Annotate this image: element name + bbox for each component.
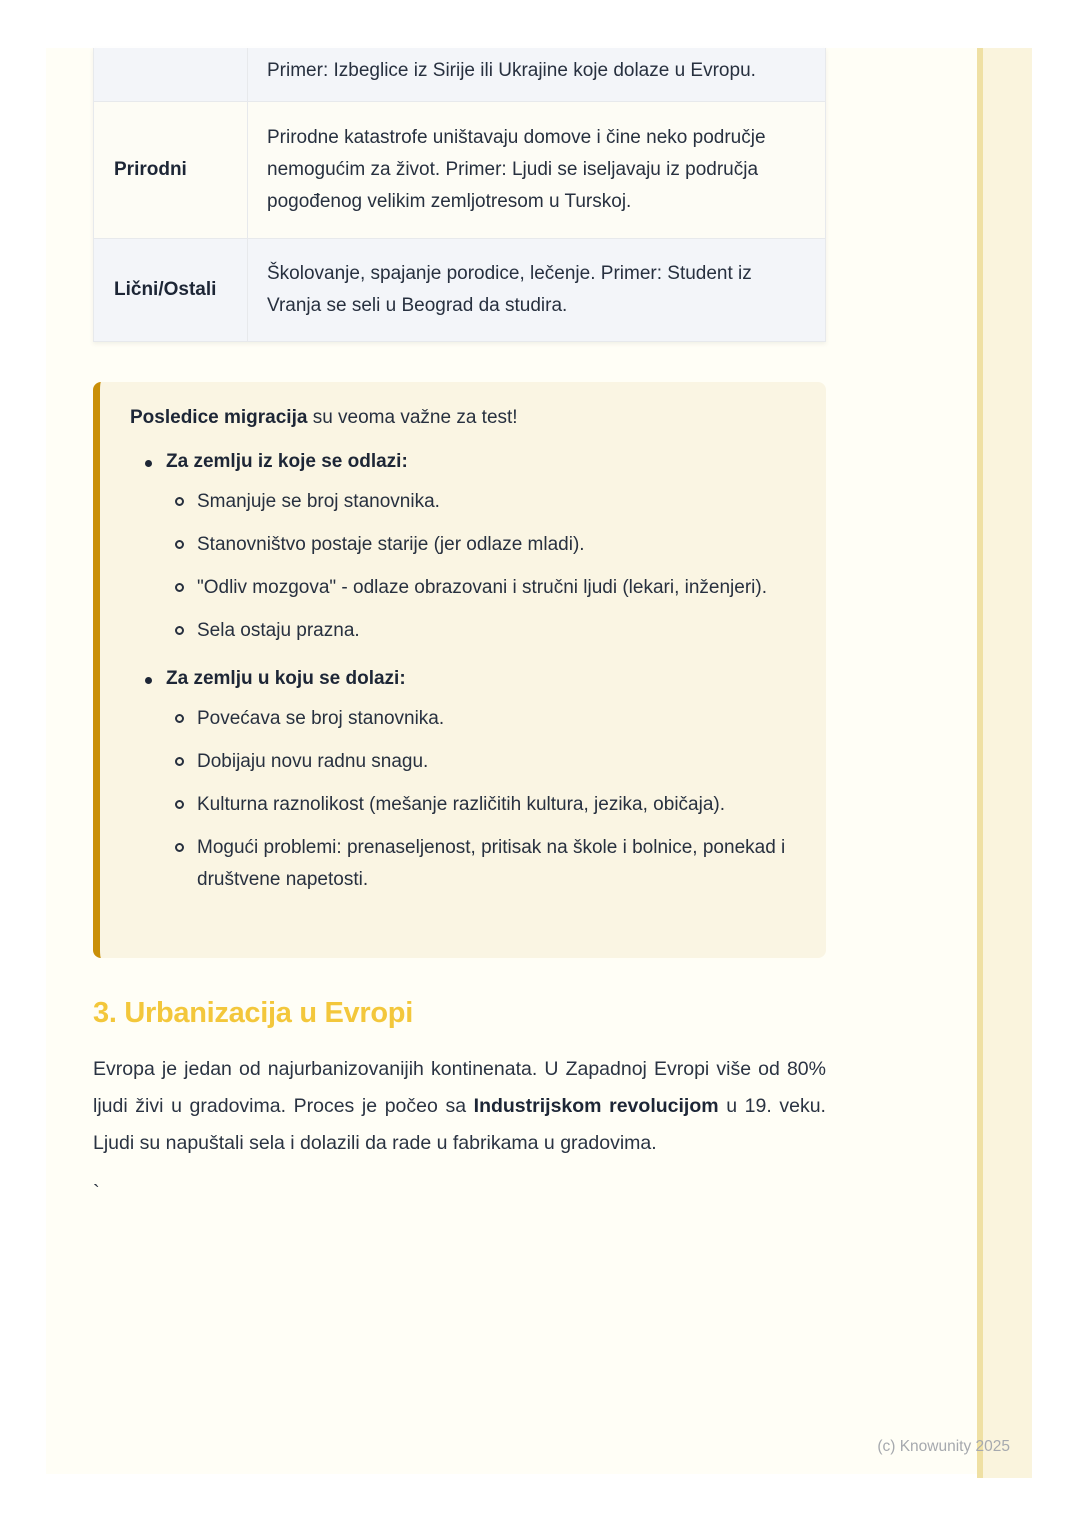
section-paragraph	[93, 1051, 826, 1162]
consequence-group-departure	[130, 446, 798, 647]
bullet-dot-icon	[145, 677, 152, 684]
document-page	[46, 48, 1032, 1474]
bullet-circle-icon	[175, 583, 184, 592]
list-item-text: "Odliv mozgova" - odlaze obrazovani i stručni ljudi (lekari, inženjeri).	[197, 577, 767, 598]
list-item-text: Mogući problemi: prenaseljenost, pritisak na škole i bolnice, ponekad i društvene napetosti.	[197, 837, 786, 890]
list-item	[175, 703, 798, 735]
callout-title-rest: su veoma važne za test!	[307, 407, 518, 428]
list-item-text: Sela ostaju prazna.	[197, 620, 360, 641]
table-cell-text: Prirodne katastrofe uništavaju domove i čine neko područje nemogućim za život. Primer: Ljudi se iseljavaju iz područja pogođenog velikim zemljotresom u Turskoj.	[267, 127, 766, 212]
table-cell-label: Lični/Ostali	[94, 239, 248, 341]
list-item	[175, 529, 798, 561]
stray-backtick: `	[93, 1182, 100, 1204]
group-heading	[145, 446, 798, 478]
callout-title	[130, 402, 798, 434]
bullet-circle-icon	[175, 497, 184, 506]
list-item-text: Stanovništvo postaje starije (jer odlaze mladi).	[197, 534, 585, 555]
page-content	[93, 48, 826, 1208]
list-item	[175, 746, 798, 778]
table-row	[94, 101, 825, 238]
list-item-text: Smanjuje se broj stanovnika.	[197, 491, 440, 512]
consequences-callout	[93, 382, 826, 958]
paragraph-bold-phrase: Industrijskom revolucijom	[473, 1095, 719, 1117]
table-row	[94, 238, 825, 341]
table-cell-description	[248, 102, 825, 238]
group-heading-text: Za zemlju iz koje se odlazi:	[166, 451, 408, 472]
list-item	[175, 615, 798, 647]
page-accent-stripe	[977, 48, 1032, 1478]
paragraph-text: Evropa je jedan od najurbanizovanijih kontinenata. U Zapadnoj Evropi više od 80% ljudi živi u gradovima. Proces je počeo sa	[93, 1058, 826, 1117]
copyright-footer: (c) Knowunity 2025	[877, 1438, 1010, 1455]
group-heading	[145, 663, 798, 695]
table-row	[94, 48, 825, 101]
bullet-circle-icon	[175, 714, 184, 723]
bullet-circle-icon	[175, 800, 184, 809]
group-heading-text: Za zemlju u koju se dolazi:	[166, 668, 406, 689]
table-cell-label	[94, 48, 248, 101]
list-item	[175, 572, 798, 604]
bullet-circle-icon	[175, 757, 184, 766]
list-item	[175, 832, 798, 896]
table-cell-description	[248, 48, 825, 101]
consequence-group-arrival	[130, 663, 798, 896]
bullet-circle-icon	[175, 540, 184, 549]
list-item-text: Povećava se broj stanovnika.	[197, 708, 445, 729]
bullet-dot-icon	[145, 460, 152, 467]
section-heading: 3. Urbanizacija u Evropi	[93, 997, 413, 1029]
list-item	[175, 486, 798, 518]
callout-title-bold: Posledice migracija	[130, 407, 308, 428]
bullet-circle-icon	[175, 626, 184, 635]
paragraph-text: u 19. veku. Ljudi su napuštali sela i dolazili da rade u fabrikama u gradovima.	[93, 1095, 826, 1154]
migration-causes-table	[93, 48, 826, 342]
table-cell-description	[248, 239, 825, 341]
table-cell-text: Primer: Izbeglice iz Sirije ili Ukrajine koje dolaze u Evropu.	[267, 60, 756, 81]
table-cell-text: Školovanje, spajanje porodice, lečenje. Primer: Student iz Vranja se seli u Beograd da studira.	[267, 263, 752, 316]
bullet-circle-icon	[175, 843, 184, 852]
list-item	[175, 789, 798, 821]
list-item-text: Dobijaju novu radnu snagu.	[197, 751, 429, 772]
table-cell-label: Prirodni	[94, 102, 248, 238]
list-item-text: Kulturna raznolikost (mešanje različitih kultura, jezika, običaja).	[197, 794, 726, 815]
